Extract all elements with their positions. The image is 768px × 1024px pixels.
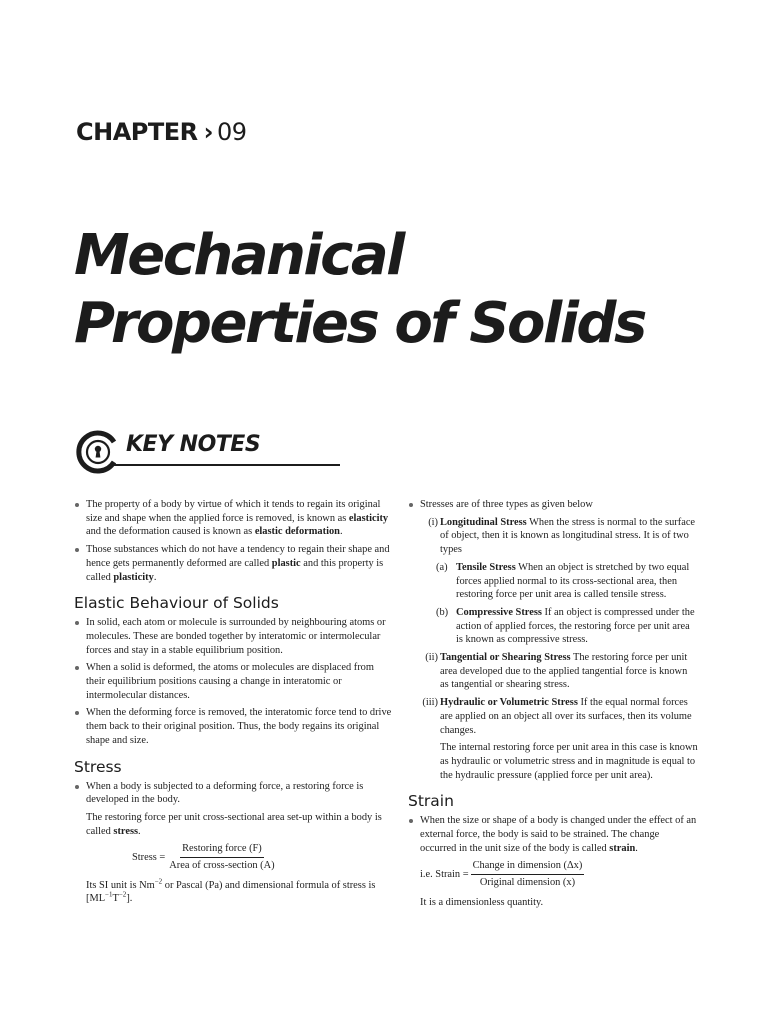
section-heading-elastic: Elastic Behaviour of Solids bbox=[74, 594, 279, 613]
stress-fraction: $\frac{\text{Restoring force (F)}}{\text{Area of cross-section (A)}}$ bbox=[169, 843, 275, 872]
list-item: Those substances which do not have a tendency to regain their shape and hence gets permanently deformed are called plastic and this property is called plasticity. bbox=[74, 543, 392, 584]
stress-type-tangential: (ii) Tangential or Shearing Stress The restoring force per unit area developed due to the applied tangential force is known as tangential or shearing stress. bbox=[425, 652, 688, 691]
list-item: In solid, each atom or molecule is surrounded by neighbouring atoms or molecules. These are bonded together by interatomic or intermolecular forces and stay in a stable equilibrium position. bbox=[74, 616, 392, 657]
chapter-number: 09 bbox=[217, 118, 247, 146]
chapter-word: CHAPTER bbox=[76, 118, 198, 146]
chapter-label bbox=[76, 118, 247, 146]
section-heading-stress: Stress bbox=[74, 757, 122, 776]
strain-fraction: $\frac{\text{Change in dimension (Δx)}}{\text{Original dimension (x)}}$ bbox=[472, 860, 583, 889]
key-notes-underline bbox=[114, 464, 340, 466]
stress-subtype-tensile: (a) Tensile Stress When an object is stretched by two equal forces applied normal to its cross-sectional area, then restoring force per unit area is called tensile stress. bbox=[436, 561, 690, 601]
stress-si-unit: Its SI unit is $Nm^{-2}$ or Pascal (Pa) and dimensional formula of stress is $[ML^{-1}T^{-2}]$. bbox=[86, 877, 376, 905]
stress-definition: The restoring force per unit cross-sectional area set-up within a body is called stress. bbox=[86, 811, 382, 837]
list-item: When the size or shape of a body is changed under the effect of an external force, the body is said to be strained. The change occurred in the unit size of the body is called strain. bbox=[408, 814, 698, 855]
list-item: When the deforming force is removed, the interatomic force tend to drive them back to their original position. Thus, the body regains its original shape and size. bbox=[74, 706, 392, 747]
list-item: The property of a body by virtue of which it tends to regain its original size and shape when the applied force is removed, is known as elasticity and the deformation caused is known as elastic deformation. bbox=[74, 498, 392, 539]
chevron-right-icon: › bbox=[203, 118, 213, 146]
title-line-1: Mechanical bbox=[74, 223, 403, 288]
key-notes-banner bbox=[74, 428, 274, 476]
hydraulic-definition: The internal restoring force per unit area in this case is known as hydraulic or volumetric stress and in magnitude is equal to the hydraulic pressure (applied force per unit area). bbox=[440, 742, 698, 781]
stress-subtype-compressive: (b) Compressive Stress If an object is compressed under the action of applied forces, the restoring force per unit area is known as compressive stress. bbox=[436, 606, 695, 646]
list-item: When a solid is deformed, the atoms or molecules are displaced from their equilibrium positions causing a change in interatomic or intermolecular distances. bbox=[74, 661, 392, 702]
right-column bbox=[408, 498, 698, 914]
stress-formula: Stress = $\frac{\text{Restoring force (F)}}{\text{Area of cross-section (A)}}$ bbox=[132, 843, 275, 872]
stress-type-hydraulic: (iii) Hydraulic or Volumetric Stress If the equal normal forces are applied on an object all over its surfaces, then its volume changes. bbox=[422, 697, 692, 736]
stress-type-longitudinal: (i) Longitudinal Stress When the stress is normal to the surface of object, then it is known as longitudinal stress. It is of two types bbox=[428, 516, 696, 556]
page-title bbox=[74, 222, 754, 358]
section-heading-strain: Strain bbox=[408, 792, 454, 811]
list-item: Stresses are of three types as given below bbox=[408, 498, 698, 512]
key-notes-heading: KEY NOTES bbox=[126, 432, 261, 457]
title-line-2: Properties of Solids bbox=[74, 291, 645, 356]
list-item: When a body is subjected to a deforming force, a restoring force is developed in the body. bbox=[74, 780, 392, 807]
left-column bbox=[74, 498, 392, 910]
strain-formula: i.e. Strain = $\frac{\text{Change in dimension (Δx)}}{\text{Original dimension (x)}}$ bbox=[420, 860, 583, 889]
strain-note: It is a dimensionless quantity. bbox=[420, 896, 544, 908]
keyhole-icon bbox=[74, 428, 122, 476]
